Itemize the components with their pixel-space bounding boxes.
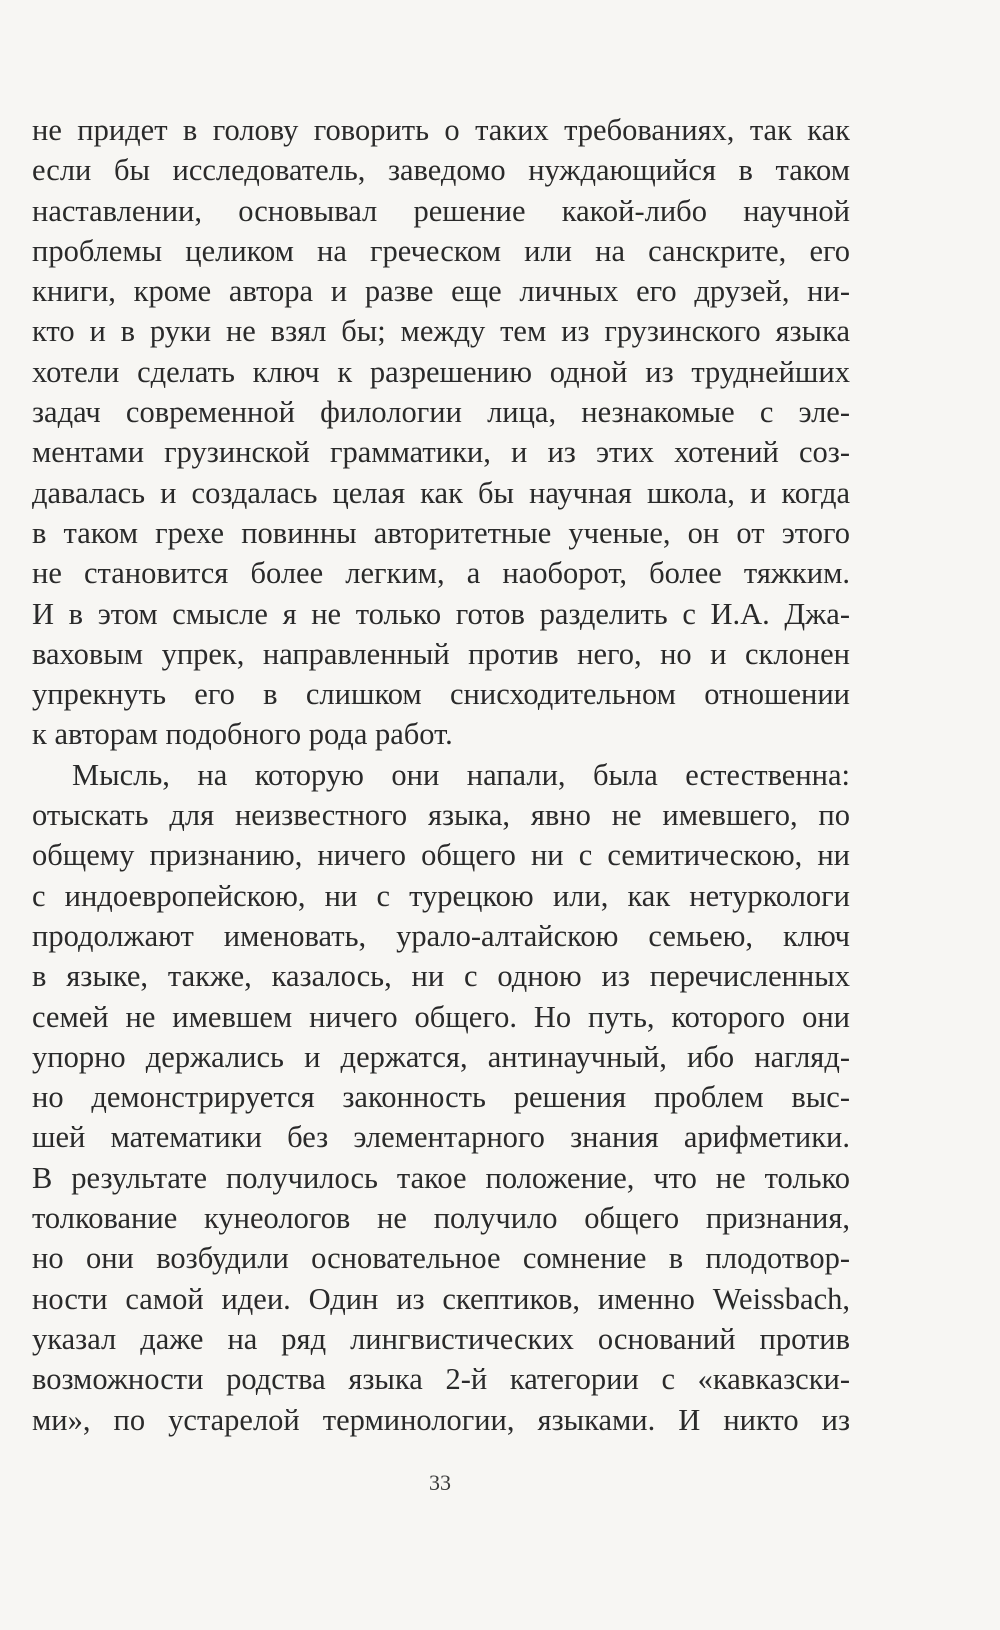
- page-text: [32, 110, 850, 1440]
- text-line: упрекнуть его в слишком снисходительном отношении: [32, 677, 850, 712]
- text-line: общему признанию, ничего общего ни с семитическою, ни: [32, 838, 850, 873]
- text-line: но они возбудили основательное сомнение в плодотвор-: [32, 1241, 850, 1276]
- text-line: в таком грехе повинны авторитетные ученые, он от этого: [32, 515, 850, 550]
- text-line: ности самой идеи. Один из скептиков, именно Weissbach,: [32, 1281, 850, 1316]
- text-line: не придет в голову говорить о таких требованиях, так как: [32, 113, 850, 147]
- text-line: И в этом смысле я не только готов разделить с И.А. Джа-: [32, 596, 850, 631]
- text-line: семей не имевшем ничего общего. Но путь, которого они: [32, 999, 850, 1034]
- text-line: проблемы целиком на греческом или на санскрите, его: [32, 233, 850, 268]
- text-line: давалась и создалась целая как бы научная школа, и когда: [32, 475, 850, 510]
- text-line: наставлении, основывал решение какой-либо научной: [32, 193, 850, 228]
- text-line: возможности родства языка 2-й категории с «кавказски-: [32, 1362, 850, 1397]
- text-line: упорно держались и держатся, антинаучный, ибо нагляд-: [32, 1039, 850, 1074]
- paragraph: [32, 755, 850, 1440]
- text-line: в языке, также, казалось, ни с одною из перечисленных: [32, 959, 850, 994]
- text-line: указал даже на ряд лингвистических оснований против: [32, 1321, 850, 1356]
- text-line: книги, кроме автора и разве еще личных его друзей, ни-: [32, 274, 850, 309]
- paragraph: [32, 110, 850, 755]
- text-line: ми», по устарелой терминологии, языками. И никто из: [32, 1402, 850, 1437]
- text-line: толкование кунеологов не получило общего признания,: [32, 1201, 850, 1236]
- text-line: хотели сделать ключ к разрешению одной из труднейших: [32, 354, 850, 389]
- text-line: задач современной филологии лица, незнакомые с эле-: [32, 395, 850, 430]
- text-line: не становится более легким, а наоборот, более тяжким.: [32, 556, 850, 591]
- text-line: если бы исследователь, заведомо нуждающийся в таком: [32, 153, 850, 188]
- text-line: кто и в руки не взял бы; между тем из грузинского языка: [32, 314, 850, 349]
- text-line: к авторам подобного рода работ.: [32, 717, 453, 752]
- text-line: Мысль, на которую они напали, была естественна:: [72, 757, 850, 792]
- text-line: ментами грузинской грамматики, и из этих хотений соз-: [32, 435, 850, 470]
- page-number: 33: [429, 1470, 451, 1495]
- text-line: продолжают именовать, урало-алтайскою семьею, ключ: [32, 918, 850, 953]
- text-line: В результате получилось такое положение, что не только: [32, 1160, 850, 1195]
- text-line: шей математики без элементарного знания арифметики.: [32, 1120, 850, 1155]
- text-line: с индоевропейскою, ни с турецкою или, как нетуркологи: [32, 878, 850, 913]
- text-line: ваховым упрек, направленный против него, но и склонен: [32, 636, 850, 671]
- text-line: отыскать для неизвестного языка, явно не имевшего, по: [32, 798, 850, 833]
- text-line: но демонстрируется законность решения проблем выс-: [32, 1080, 850, 1115]
